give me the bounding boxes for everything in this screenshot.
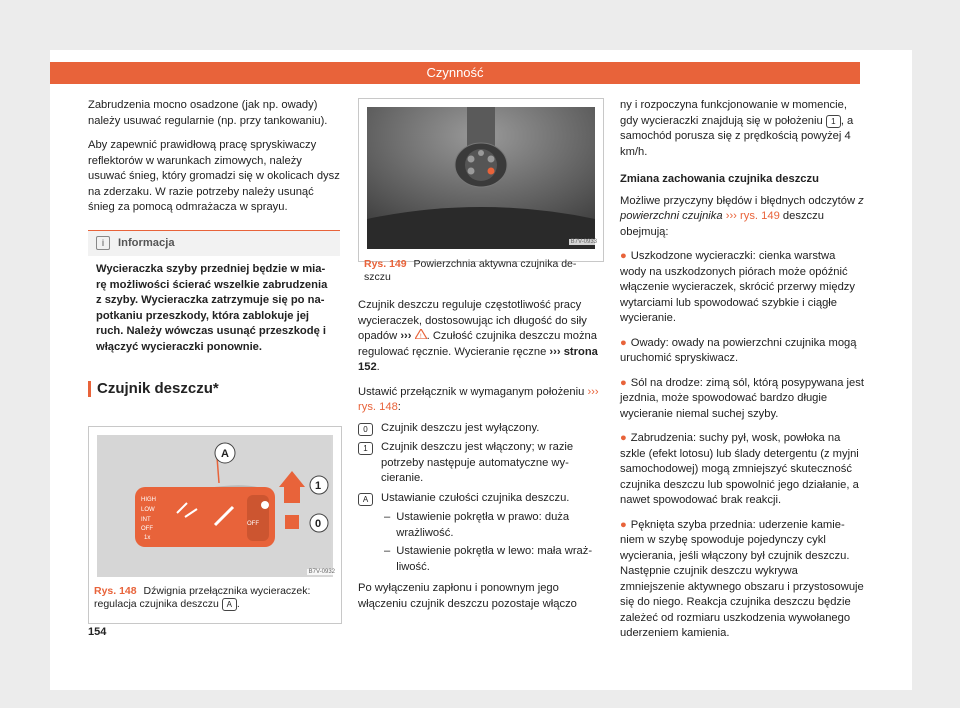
stalk-tip-off: OFF [247,521,259,527]
section-title: Czujnik deszczu* [88,381,340,397]
info-icon: i [96,236,110,250]
bullet-text: Owady: owady na powierzchni czujnika mogą uruchomić spryskiwacz. [620,336,857,364]
def-badge: A [358,493,373,506]
paragraph: Po wyłączeniu zapłonu i ponownym jego włączeniu czujnik deszczu pozostaje włączo [358,582,577,610]
stalk-text-high: HIGH [141,497,156,503]
definition-item [358,421,602,437]
subheading: Zmiana zachowania czujnika deszczu [620,173,819,185]
info-title: Informacja [118,236,175,249]
dash-item: – Ustawienie pokrętła w lewo: mała wrażliwość. [358,544,602,575]
wiper-stalk-illustration [97,435,333,577]
dash-text: Ustawienie pokrętła w prawo: duża wrażliwość. [396,511,570,539]
position-badge: 1 [826,115,841,128]
text-span: Możliwe przyczyny błędów i błędnych odczytów [620,194,856,207]
rain-sensor-photo [367,107,595,249]
figure-code: B7V-0933 [570,239,597,245]
text-span: Ustawić przełącznik w wymaganym położeniu [358,385,585,398]
definition-item [358,491,602,507]
page-number: 154 [88,626,107,638]
column-right [620,98,864,651]
figure-reference[interactable]: ››› rys. 149 [725,210,780,222]
column-middle [358,298,602,621]
stalk-text-off: OFF [141,526,153,532]
dash-item: – Ustawienie pokrętła w prawo: duża wrażliwość. [358,510,602,541]
stalk-text-once: 1x [144,535,151,541]
paragraph: Zabrudzenia mocno osadzone (jak np. owady) należy usuwać regularnie (np. przy tankowaniu). [88,99,328,127]
bullet-icon: ● [620,250,627,262]
definition-item [358,440,602,487]
info-text: Wycieraczka szyby przedniej będzie w miarę możliwości ścierać wszelkie zabrudzenia z szyby. Wycieraczka zatrzymuje się po napotkaniu przeszkody, która zablokuje jej ruch. Należy wówczas usunąć przeszkodę i włączyć wycieraczki ponownie. [96,263,328,353]
svg-text:!: ! [419,334,422,339]
figure-148-caption: Rys. 148 Dźwignia przełącznika wycieraczek: regulacja czujnika deszczu A . [94,585,311,610]
info-header [88,231,340,257]
dash-text: Ustawienie pokrętła w lewo: mała wrażliwość. [396,545,593,573]
figure-code: B7V-0932 [308,569,335,575]
paragraph [620,98,864,160]
warning-icon [415,329,427,339]
bullet-item [620,336,864,367]
reference-arrow: ››› [400,330,412,342]
page-reference[interactable]: ››› strona 152 [358,345,598,373]
paragraph [620,194,864,241]
figure-149-caption [364,258,596,284]
figure-149 [358,98,604,262]
paragraph: Ustawić przełącznik w wymaganym położeniu ››› rys. 148: [358,385,599,413]
bullet-text: Zabrudzenia: suchy pył, wosk, powłoka na szkle (efekt lotosu) lub ślady detergentu (z myjni samochodowej) mogą zmniejszyć skuteczność czujnika deszczu lub spowolnić jego działanie, a nawet spowodować brak reakcji. [620,432,859,506]
bullet-item [620,518,864,642]
bullet-icon: ● [620,336,627,349]
text-span: , a samochód porusza się z prędkością powyżej 4 km/h. [620,114,854,158]
figure-reference[interactable]: ››› rys. 148 [358,385,599,413]
rain-sensor-drawing [367,107,595,249]
bullet-item [620,376,864,423]
def-badge: 1 [358,442,373,455]
caption-text: Powierzchnia aktywna czujnika deszczu [364,258,577,283]
italic-text: z powierzchni czujnika [620,194,864,222]
stalk-text-int: INT [141,517,151,523]
text-span: Czujnik deszczu reguluje częstotliwość pracy wycieraczek, dostosowując ich długość do siły opadów [358,299,587,342]
bullet-text: Uszkodzone wycieraczki: cienka warstwa wody na uszkodzonych piórach może opóźnić włączenie wycieraczek, skrócić przerwy między wytarciami lub spowodować szybkie i ciągłe wycieranie. [620,250,855,324]
stalk-text-low: LOW [141,507,155,513]
bullet-item [620,431,864,509]
text-span: ny i rozpoczyna funkcjonowanie w momencie, gdy wycieraczki znajdują się w położeniu [620,99,847,127]
wiper-stalk-drawing [97,435,331,577]
caption-text: Dźwignia przełącznika wycieraczek: regulacja czujnika deszczu [94,585,311,610]
bullet-text: Sól na drodze: zimą sól, którą posypywana jest jezdnia, może spowodować bardzo długie wycieranie niemal suchej szyby. [620,376,864,420]
def-text: Czujnik deszczu jest włączony; w razie potrzeby następuje automatyczne wycieranie. [381,441,574,484]
text-span: deszczu obejmują: [620,210,824,238]
bullet-icon: ● [620,432,627,444]
def-text: Czujnik deszczu jest wyłączony. [381,421,540,434]
figure-label: Rys. 148 [94,585,137,597]
callout-1: 1 [315,480,322,492]
def-badge: 0 [358,423,373,436]
callout-a: A [221,448,229,460]
bullet-icon: ● [620,518,627,531]
caption-badge: A [222,598,237,611]
def-text: Ustawianie czułości czujnika deszczu. [381,491,570,504]
paragraph: Aby zapewnić prawidłową pracę spryskiwaczy reflektorów w warunkach zimowych, należy usuwać śnieg, który gromadzi się w okolicach dysz na zderzaku. W razie potrzeby należy usunąć śnieg za pomocą odmrażacza w sprayu. [88,139,340,213]
bullet-icon: ● [620,376,627,389]
chapter-header: Czynność [50,62,860,84]
figure-label: Rys. 149 [364,258,407,270]
paragraph: Czujnik deszczu reguluje częstotliwość pracy wycieraczek, dostosowując ich długość do siły opadów ››› ! . Czułość czujnika deszczu można regulować ręcznie. Wycieranie ręczne ››› strona 152. [358,299,598,373]
info-box [88,230,340,356]
text-span: . Czułość czujnika deszczu można regulować ręcznie. Wycieranie ręczne [358,330,597,358]
column-left [88,98,340,397]
bullet-text: Pęknięta szyba przednia: uderzenie kamieniem w szybę spowoduje pojedynczy cykl wycierania, jeśli włączony był czujnik deszczu. Następnie czujnik deszczu wykrywa zmniejszenie aktywnego obszaru i przystosowuje się do niego. Reakcja czujnika deszczu będzie zależeć od rozmiaru uszkodzenia wywołanego uderzeniem kamienia. [620,518,864,639]
bullet-item [620,249,864,327]
callout-0: 0 [315,518,322,530]
